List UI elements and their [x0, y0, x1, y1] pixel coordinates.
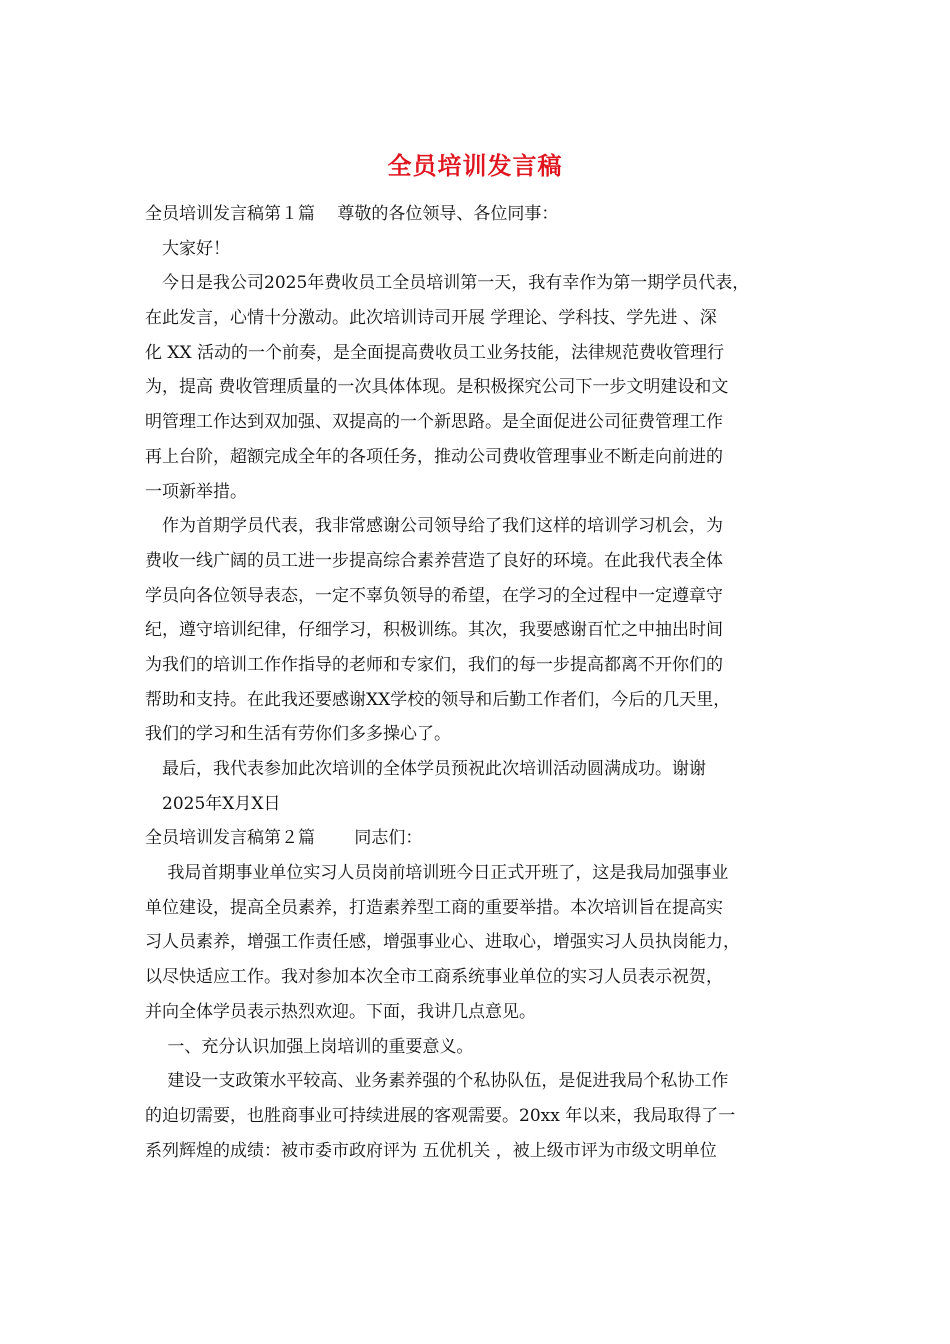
- body-line: 学员向各位领导表态，一定不辜负领导的希望，在学习的全过程中一定遵章守: [145, 585, 723, 606]
- document-title: 全员培训发言稿: [387, 151, 563, 180]
- body-line: 作为首期学员代表，我非常感谢公司领导给了我们这样的培训学习机会，为: [145, 516, 723, 537]
- body-line: 化 XX 活动的一个前奏，是全面提高费收员工业务技能，法律规范费收管理行: [145, 342, 725, 363]
- body-line: 一项新举措。: [145, 481, 247, 502]
- body-line: 全员培训发言稿第１篇 尊敬的各位领导、各位同事：: [145, 204, 559, 224]
- body-line: 建设一支政策水平较高、业务素养强的个私协队伍，是促进我局个私协工作: [145, 1071, 729, 1092]
- body-line: 再上台阶，超额完成全年的各项任务，推动公司费收管理事业不断走向前进的: [145, 446, 723, 467]
- body-line: 为我们的培训工作作指导的老师和专家们，我们的每一步提高都离不开你们的: [145, 654, 723, 675]
- body-line: 单位建设，提高全员素养，打造素养型工商的重要举措。本次培训旨在提高实: [145, 897, 723, 918]
- body-line: 习人员素养，增强工作责任感，增强事业心、进取心，增强实习人员执岗能力，: [145, 932, 740, 953]
- body-line: 系列辉煌的成绩：被市委市政府评为 五优机关 ，被上级市评为市级文明单位: [145, 1140, 717, 1161]
- body-line: 全员培训发言稿第２篇 同志们：: [145, 828, 423, 849]
- body-line: 明管理工作达到双加强、双提高的一个新思路。是全面促进公司征费管理工作: [145, 412, 723, 433]
- document-body: [145, 197, 815, 1168]
- body-line: 一、充分认识加强上岗培训的重要意义。: [145, 1036, 474, 1057]
- body-line: 今日是我公司2025年费收员工全员培训第一天，我有幸作为第一期学员代表，: [145, 273, 750, 294]
- body-line: 我局首期事业单位实习人员岗前培训班今日正式开班了，这是我局加强事业: [145, 863, 729, 884]
- body-line: 以尽快适应工作。我对参加本次全市工商系统事业单位的实习人员表示祝贺，: [145, 967, 723, 988]
- body-line: 为，提高 费收管理质量的一次具体体现。是积极探究公司下一步文明建设和文: [145, 377, 729, 398]
- body-line: 在此发言，心情十分激动。此次培训诗司开展 学理论、学科技、学先进 、深: [145, 308, 717, 329]
- body-line: 的迫切需要，也胜商事业可持续进展的客观需要。20xx 年以来，我局取得了一: [145, 1105, 736, 1126]
- body-line: 帮助和支持。在此我还要感谢XX学校的领导和后勤工作者们，今后的几天里，: [145, 689, 731, 710]
- body-line: 费收一线广阔的员工进一步提高综合素养营造了良好的环境。在此我代表全体: [145, 550, 723, 571]
- body-line: 最后，我代表参加此次培训的全体学员预祝此次培训活动圆满成功。谢谢: [145, 759, 706, 779]
- body-line: 我们的学习和生活有劳你们多多操心了。: [145, 724, 451, 745]
- body-line: 大家好！: [145, 238, 230, 259]
- body-line: 2025年X月X日: [145, 793, 281, 814]
- body-line: 纪，遵守培训纪律，仔细学习，积极训练。其次，我要感谢百忙之中抽出时间: [145, 620, 723, 641]
- body-line: 并向全体学员表示热烈欢迎。下面，我讲几点意见。: [145, 1001, 536, 1022]
